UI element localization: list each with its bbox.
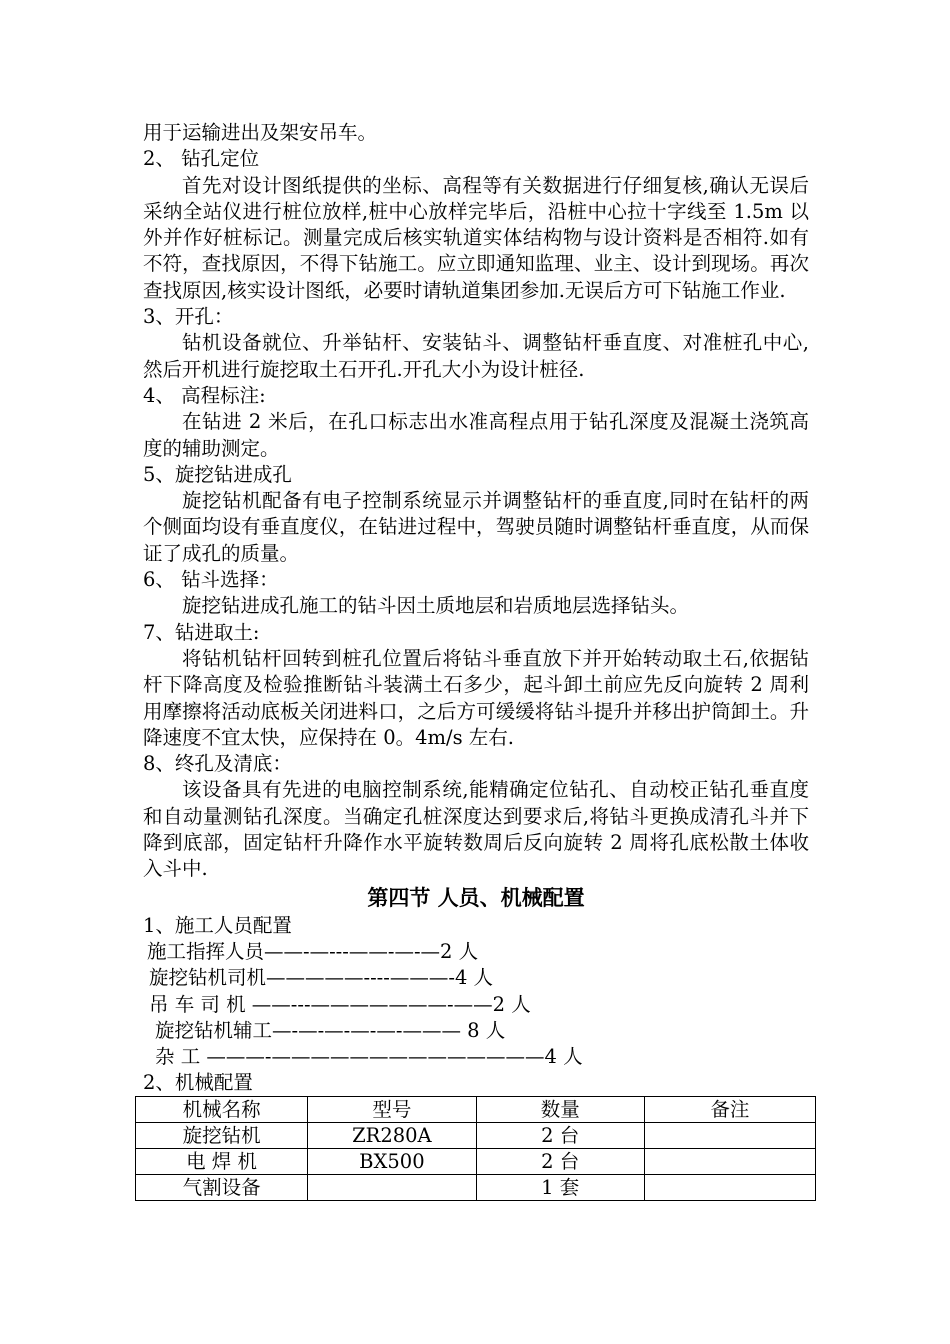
table-cell bbox=[644, 1175, 815, 1201]
table-row bbox=[136, 1175, 816, 1201]
table-cell: 电 焊 机 bbox=[136, 1149, 308, 1175]
table-cell: 2 台 bbox=[476, 1123, 644, 1149]
table-cell: 旋挖钻机 bbox=[136, 1123, 308, 1149]
body-paragraph: 旋挖钻进成孔施工的钻斗因土质地层和岩质地层选择钻头。 bbox=[182, 594, 690, 618]
item-heading: 2、 钻孔定位 bbox=[143, 147, 260, 171]
body-text: 用于运输进出及架安吊车。 bbox=[143, 121, 378, 144]
body-paragraph: 首先对设计图纸提供的坐标、高程等有关数据进行仔细复核,确认无误后采纳全站仪进行桩位放样,桩中心放样完毕后，沿桩中心拉十字线至 1.5m 以外并作好桩标记。测量完成后核实轨道实体结构物与设计资料是否相符.如有不符，查找原因，不得下钻施工。应立即通知监理、业主、设计到现场。再次查找原因,核实设计图纸，必要时请轨道集团参加.无误后方可下钻施工作业. bbox=[143, 173, 809, 302]
table-cell bbox=[644, 1123, 815, 1149]
table-cell: BX500 bbox=[308, 1149, 477, 1175]
table-header-cell: 型号 bbox=[308, 1097, 477, 1123]
staff-heading: 1、施工人员配置 bbox=[143, 913, 292, 937]
staff-row: 吊 车 司 机 ——---———————-——2 人 bbox=[149, 992, 531, 1016]
machine-heading: 2、机械配置 bbox=[143, 1071, 253, 1095]
staff-row: 杂 工 ———-——————————————4 人 bbox=[155, 1045, 583, 1069]
table-row bbox=[136, 1123, 816, 1149]
table-header-cell: 数量 bbox=[476, 1097, 644, 1123]
table-cell: ZR280A bbox=[308, 1123, 477, 1149]
item-heading: 7、钻进取土: bbox=[143, 620, 260, 644]
body-paragraph: 在钻进 2 米后，在孔口标志出水准高程点用于钻孔深度及混凝土浇筑高度的辅助测定。 bbox=[143, 410, 809, 460]
item-heading: 5、旋挖钻进成孔 bbox=[143, 462, 292, 486]
table-header-cell: 备注 bbox=[644, 1097, 815, 1123]
body-paragraph: 旋挖钻机配备有电子控制系统显示并调整钻杆的垂直度,同时在钻杆的两个侧面均设有垂直度仪，在钻进过程中，驾驶员随时调整钻杆垂直度，从而保证了成孔的质量。 bbox=[143, 489, 809, 565]
staff-row: 施工指挥人员——-—---——-—-—2 人 bbox=[147, 939, 479, 963]
body-paragraph: 将钻机钻杆回转到桩孔位置后将钻斗垂直放下并开始转动取土石,依据钻杆下降高度及检验推断钻斗装满土石多少，起斗卸土前应先反向旋转 2 周利用摩擦将活动底板关闭进料口，之后方可缓缓将钻斗提升并移出护筒卸土。升降速度不宜太快，应保持在 0。4m/s 左右. bbox=[143, 646, 809, 749]
item-heading: 3、开孔： bbox=[143, 305, 234, 329]
item-heading: 6、 钻斗选择： bbox=[143, 568, 279, 592]
machine-table bbox=[135, 1096, 816, 1201]
body-paragraph: 该设备具有先进的电脑控制系统,能精确定位钻孔、自动校正钻孔垂直度和自动量测钻孔深度。当确定孔桩深度达到要求后,将钻斗更换成清孔斗并下降到底部，固定钻杆升降作水平旋转数周后反向旋转 2 周将孔底松散土体收入斗中. bbox=[143, 778, 809, 881]
section-title: 第四节 人员、机械配置 bbox=[367, 884, 585, 910]
table-header-cell: 机械名称 bbox=[136, 1097, 308, 1123]
table-cell bbox=[308, 1175, 477, 1201]
table-cell: 2 台 bbox=[476, 1149, 644, 1175]
document-body bbox=[143, 120, 809, 1097]
item-heading: 8、终孔及清底： bbox=[143, 752, 292, 776]
table-row bbox=[136, 1149, 816, 1175]
table-cell bbox=[644, 1149, 815, 1175]
body-paragraph: 钻机设备就位、升举钻杆、安装钻斗、调整钻杆垂直度、对准桩孔中心,然后开机进行旋挖取土石开孔.开孔大小为设计桩径. bbox=[143, 331, 809, 381]
item-heading: 4、 高程标注: bbox=[143, 383, 266, 407]
staff-row: 旋挖钻机司机—————----———-4 人 bbox=[149, 966, 494, 990]
table-cell: 气割设备 bbox=[136, 1175, 308, 1201]
table-cell: 1 套 bbox=[476, 1175, 644, 1201]
table-header-row bbox=[136, 1097, 816, 1123]
staff-row: 旋挖钻机辅工—-—-—-—-—-——— 8 人 bbox=[155, 1018, 506, 1042]
